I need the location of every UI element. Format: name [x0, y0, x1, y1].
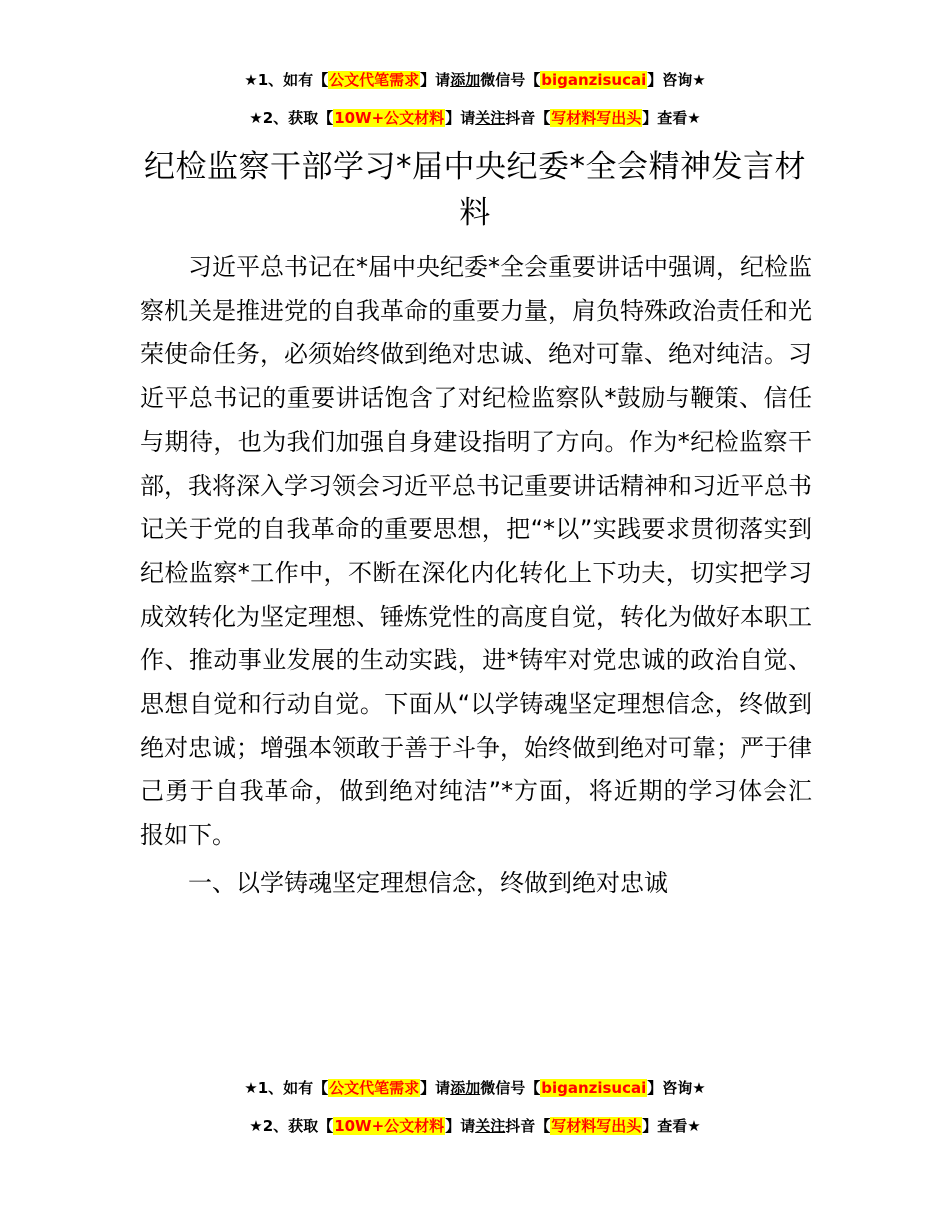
- ad-line2-suffix: 】查看★: [642, 1117, 701, 1135]
- ad-line1-highlight-wechat: biganzisucai: [541, 71, 647, 89]
- ad-line2-highlight-douyin: 写材料写出头: [551, 109, 642, 127]
- ad-line1-mid1: 】请: [420, 71, 451, 89]
- header-ad-line-1: [0, 68, 950, 92]
- ad-line2-suffix: 】查看★: [642, 109, 701, 127]
- ad-line2-highlight-douyin: 写材料写出头: [551, 1117, 642, 1135]
- ad-line1-prefix: ★1、如有【: [244, 1079, 329, 1097]
- ad-line2-mid1: 】请: [445, 109, 476, 127]
- ad-line1-mid2: 微信号【: [480, 1079, 541, 1097]
- footer-ad-line-1: [0, 1076, 950, 1100]
- ad-line1-prefix: ★1、如有【: [244, 71, 329, 89]
- ad-line1-highlight-wechat: biganzisucai: [541, 1079, 647, 1097]
- ad-line1-highlight-service: 公文代笔需求: [329, 1079, 420, 1097]
- ad-line1-mid1: 】请: [420, 1079, 451, 1097]
- ad-line1-highlight-service: 公文代笔需求: [329, 71, 420, 89]
- body-paragraph-1: 习近平总书记在*届中央纪委*全会重要讲话中强调，纪检监察机关是推进党的自我革命的重要力量，肩负特殊政治责任和光荣使命任务，必须始终做到绝对忠诚、绝对可靠、绝对纯洁。习近平总书记的重要讲话饱含了对纪检监察队*鼓励与鞭策、信任与期待，也为我们加强自身建设指明了方向。作为*纪检监察干部，我将深入学习领会习近平总书记重要讲话精神和习近平总书记关于党的自我革命的重要思想，把“*以”实践要求贯彻落实到纪检监察*工作中，不断在深化内化转化上下功夫，切实把学习成效转化为坚定理想、锤炼党性的高度自觉，转化为做好本职工作、推动事业发展的生动实践，进*铸牢对党忠诚的政治自觉、思想自觉和行动自觉。下面从“以学铸魂坚定理想信念，终做到绝对忠诚；增强本领敢于善于斗争，始终做到绝对可靠；严于律己勇于自我革命，做到绝对纯洁”*方面，将近期的学习体会汇报如下。: [140, 253, 812, 850]
- ad-line2-underlined: 关注: [475, 109, 506, 127]
- section-heading-1: 一、以学铸魂坚定理想信念，终做到绝对忠诚: [188, 869, 668, 897]
- ad-line2-prefix: ★2、获取【: [249, 109, 334, 127]
- ad-line1-suffix: 】咨询★: [647, 71, 706, 89]
- ad-line2-highlight-materials: 10W+公文材料: [334, 1117, 445, 1135]
- ad-line2-prefix: ★2、获取【: [249, 1117, 334, 1135]
- header-ad-line-2: [0, 106, 950, 130]
- ad-line1-underlined: 添加: [450, 1079, 481, 1097]
- ad-line2-mid2: 抖音【: [505, 109, 551, 127]
- document-title: 纪检监察干部学习*届中央纪委*全会精神发言材料: [144, 149, 806, 231]
- ad-line2-highlight-materials: 10W+公文材料: [334, 109, 445, 127]
- ad-line2-mid1: 】请: [445, 1117, 476, 1135]
- document-body: [140, 246, 812, 858]
- ad-line2-mid2: 抖音【: [505, 1117, 551, 1135]
- ad-line1-suffix: 】咨询★: [647, 1079, 706, 1097]
- ad-line2-underlined: 关注: [475, 1117, 506, 1135]
- ad-line1-mid2: 微信号【: [480, 71, 541, 89]
- footer-ad-line-2: [0, 1114, 950, 1138]
- ad-line1-underlined: 添加: [450, 71, 481, 89]
